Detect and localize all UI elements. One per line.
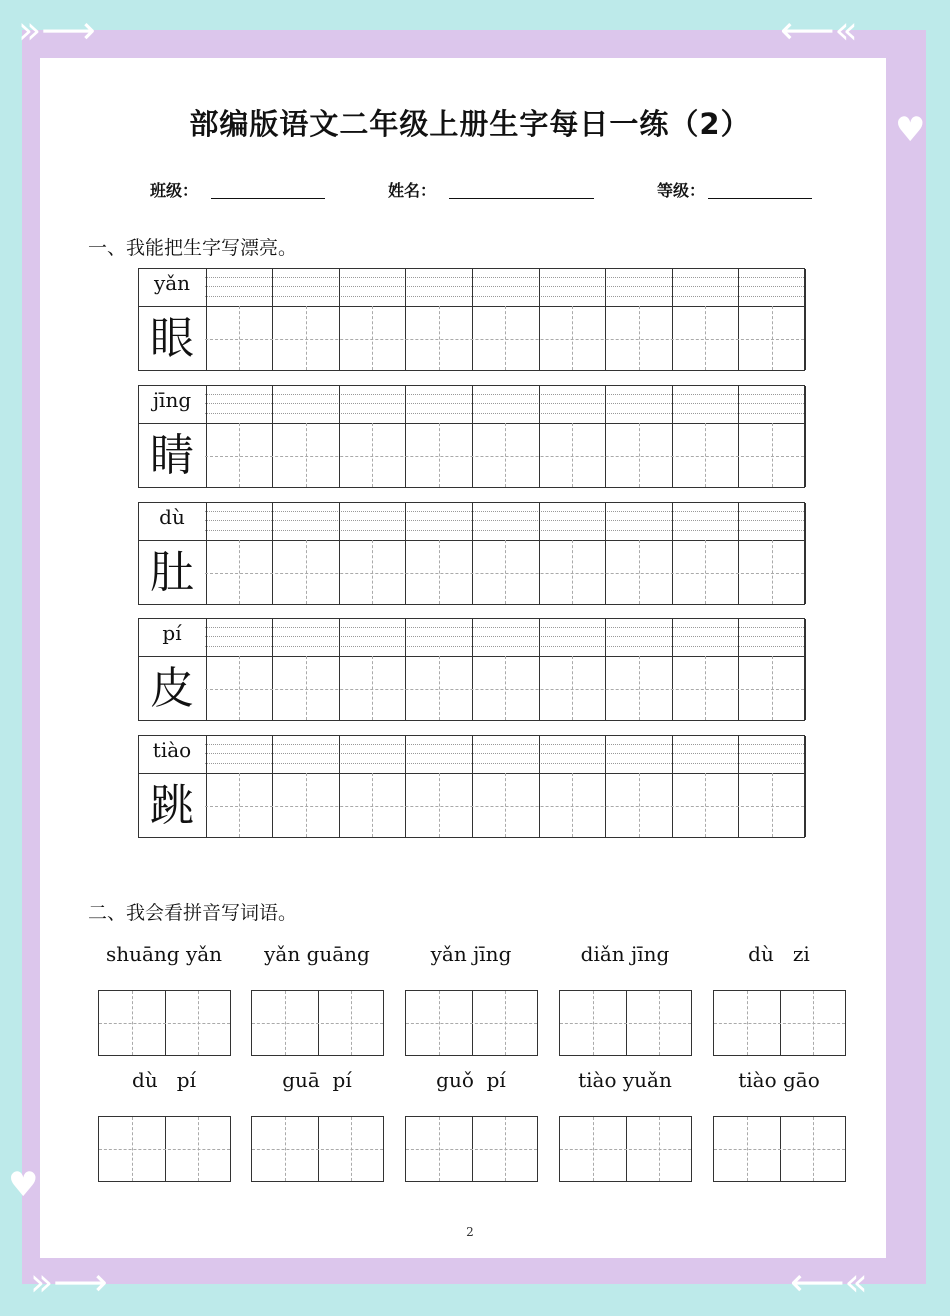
grade-label: 等级： [657, 181, 706, 200]
word-pinyin: tiào yuǎn [578, 1068, 672, 1092]
word-writing-box[interactable] [98, 990, 231, 1056]
char-pinyin: dù [159, 505, 185, 529]
char-hanzi: 肚 [150, 547, 194, 598]
section1-title: 一、我能把生字写漂亮。 [88, 237, 298, 259]
word-writing-box[interactable] [713, 990, 846, 1056]
arrow-decoration-icon: »⟶ [18, 8, 96, 52]
word-pinyin: diǎn jīng [580, 942, 670, 966]
word-pinyin: guā pí [282, 1068, 352, 1092]
word-pinyin: shuāng yǎn [105, 942, 223, 966]
word-writing-box[interactable] [713, 1116, 846, 1182]
word-writing-box[interactable] [405, 990, 538, 1056]
char-pinyin: jīng [152, 388, 192, 412]
char-pinyin: tiào [152, 738, 192, 762]
section2-title: 二、我会看拼音写词语。 [88, 902, 298, 924]
word-writing-box[interactable] [98, 1116, 231, 1182]
word-writing-box[interactable] [559, 1116, 692, 1182]
word-pinyin: yǎn jīng [430, 942, 512, 966]
arrow-decoration-icon: »⟶ [30, 1260, 108, 1304]
class-label: 班级： [150, 181, 199, 200]
char-hanzi: 跳 [150, 780, 194, 831]
char-pinyin: pí [162, 621, 182, 645]
char-hanzi: 皮 [150, 663, 194, 714]
word-pinyin: yǎn guāng [264, 942, 370, 966]
word-writing-box[interactable] [251, 990, 384, 1056]
word-writing-box[interactable] [251, 1116, 384, 1182]
name-label: 姓名： [388, 181, 437, 200]
heart-decoration-icon: ♥ [8, 1165, 39, 1205]
name-input-line[interactable] [449, 198, 594, 199]
practice-row [138, 502, 805, 605]
word-pinyin: dù pí [132, 1068, 196, 1092]
arrow-decoration-icon: ⟵« [790, 1260, 868, 1304]
heart-decoration-icon: ♥ [895, 110, 926, 150]
arrow-decoration-icon: ⟵« [780, 8, 858, 52]
practice-row [138, 735, 805, 838]
char-hanzi: 睛 [150, 430, 194, 481]
word-pinyin: tiào gāo [738, 1068, 820, 1092]
practice-row [138, 618, 805, 721]
word-writing-box[interactable] [559, 990, 692, 1056]
char-hanzi: 眼 [150, 313, 194, 364]
page-number: 2 [466, 1225, 474, 1239]
char-pinyin: yǎn [153, 271, 191, 295]
page-title: 部编版语文二年级上册生字每日一练（2） [189, 107, 751, 141]
class-input-line[interactable] [211, 198, 325, 199]
practice-row [138, 268, 805, 371]
word-writing-box[interactable] [405, 1116, 538, 1182]
grade-input-line[interactable] [708, 198, 812, 199]
practice-row [138, 385, 805, 488]
word-pinyin: dù zi [748, 942, 810, 966]
word-pinyin: guǒ pí [436, 1068, 506, 1092]
